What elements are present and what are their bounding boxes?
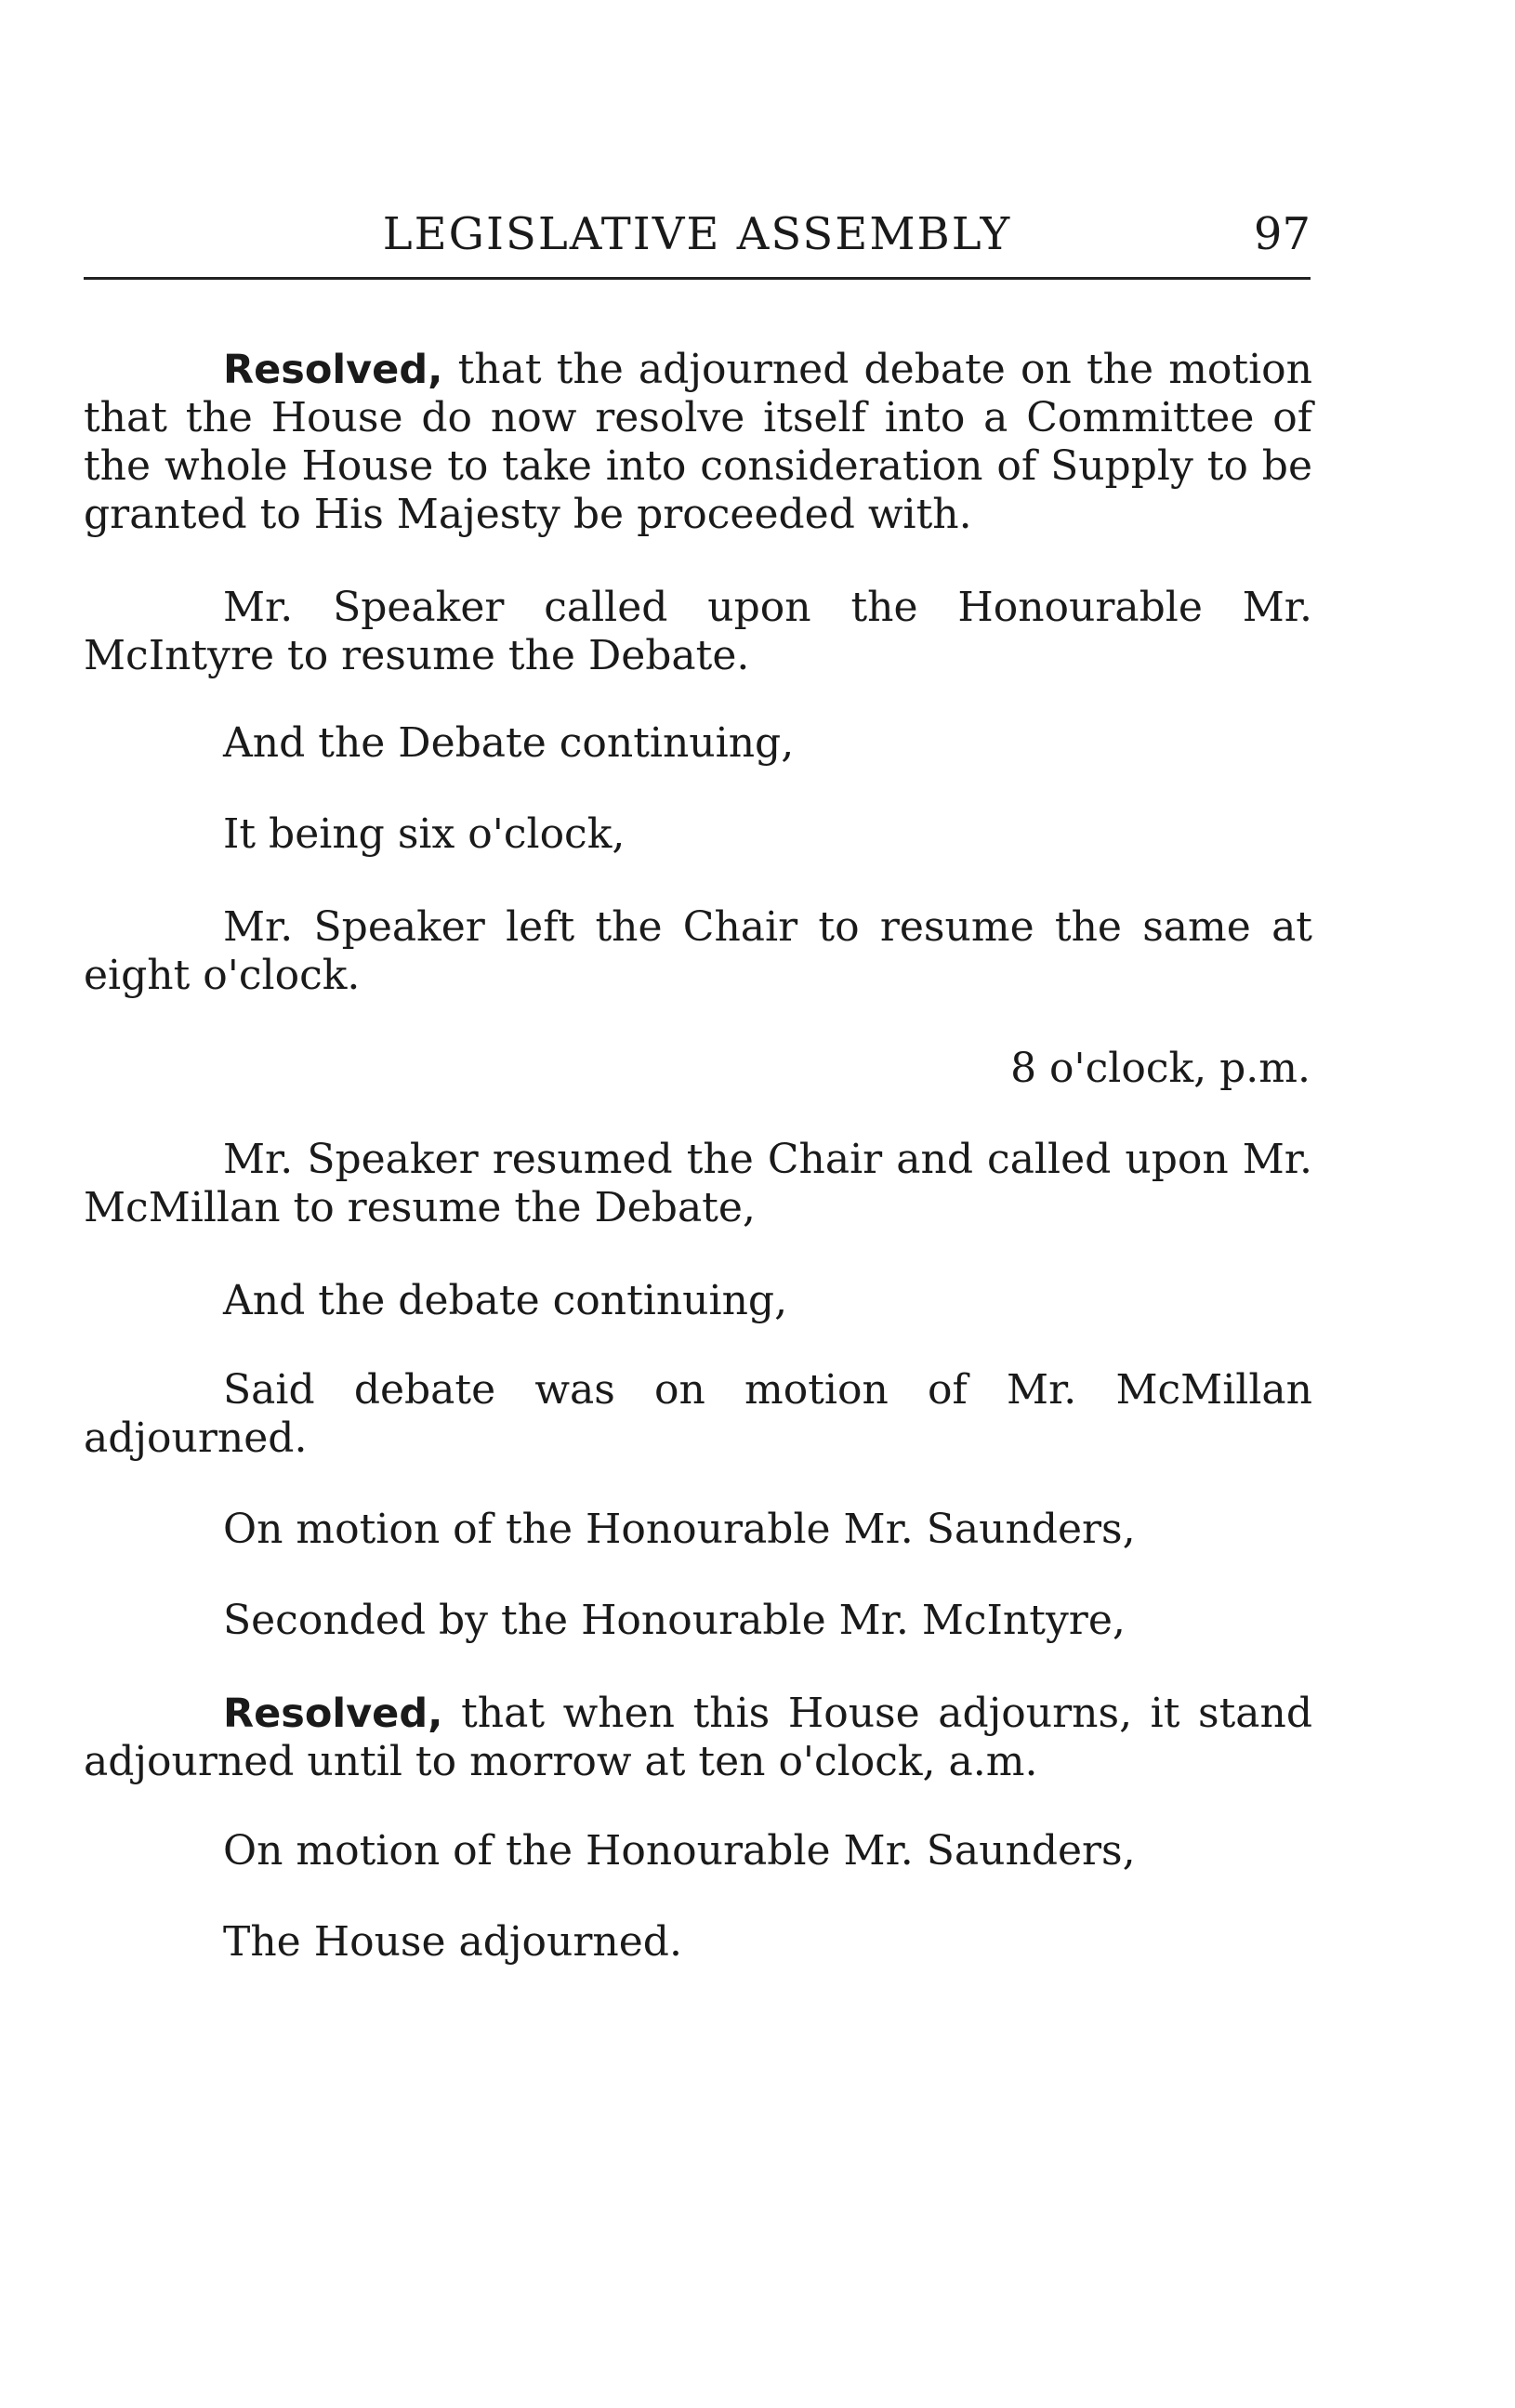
header-rule — [84, 277, 1311, 280]
debate-adjourned-paragraph: Said debate was on motion of Mr. McMillan adjourned. — [84, 1366, 1312, 1462]
speaker-resumed-paragraph: Mr. Speaker resumed the Chair and called upon Mr. McMillan to resume the Debate, — [84, 1136, 1312, 1231]
six-oclock-paragraph: It being six o'clock, — [223, 810, 626, 858]
motion-saunders-paragraph-2: On motion of the Honourable Mr. Saunders, — [223, 1827, 1136, 1875]
running-title: LEGISLATIVE ASSEMBLY — [382, 208, 1012, 260]
resolution-paragraph-adjourn — [84, 1690, 1312, 1786]
speaker-call-paragraph: Mr. Speaker called upon the Honourable Mr. McIntyre to resume the Debate. — [84, 584, 1312, 679]
page-header — [84, 206, 1311, 271]
house-adjourned-paragraph: The House adjourned. — [223, 1918, 682, 1966]
resolved-lead: Resolved, — [223, 1691, 443, 1737]
motion-saunders-paragraph: On motion of the Honourable Mr. Saunders, — [223, 1506, 1136, 1553]
speaker-left-chair-paragraph: Mr. Speaker left the Chair to resume the same at eight o'clock. — [84, 903, 1312, 999]
paragraph-text: that when this House adjourns, it stand adjourned until to morrow at ten o'clock, a.m. — [84, 1690, 1312, 1785]
paragraph-text: that the adjourned debate on the motion that the House do now resolve itself into a Committee of the whole House to take into consideration of Supply to be granted to His Majesty be proceeded with. — [84, 346, 1312, 538]
page-number: 97 — [1253, 208, 1311, 260]
resolved-lead: Resolved, — [223, 347, 443, 393]
debate-continuing-paragraph-2: And the debate continuing, — [223, 1277, 788, 1324]
seconded-mcintyre-paragraph: Seconded by the Honourable Mr. McIntyre, — [223, 1597, 1126, 1644]
resolution-paragraph-supply — [84, 346, 1312, 539]
debate-continuing-paragraph: And the Debate continuing, — [223, 719, 795, 767]
time-heading: 8 o'clock, p.m. — [1010, 1045, 1311, 1092]
